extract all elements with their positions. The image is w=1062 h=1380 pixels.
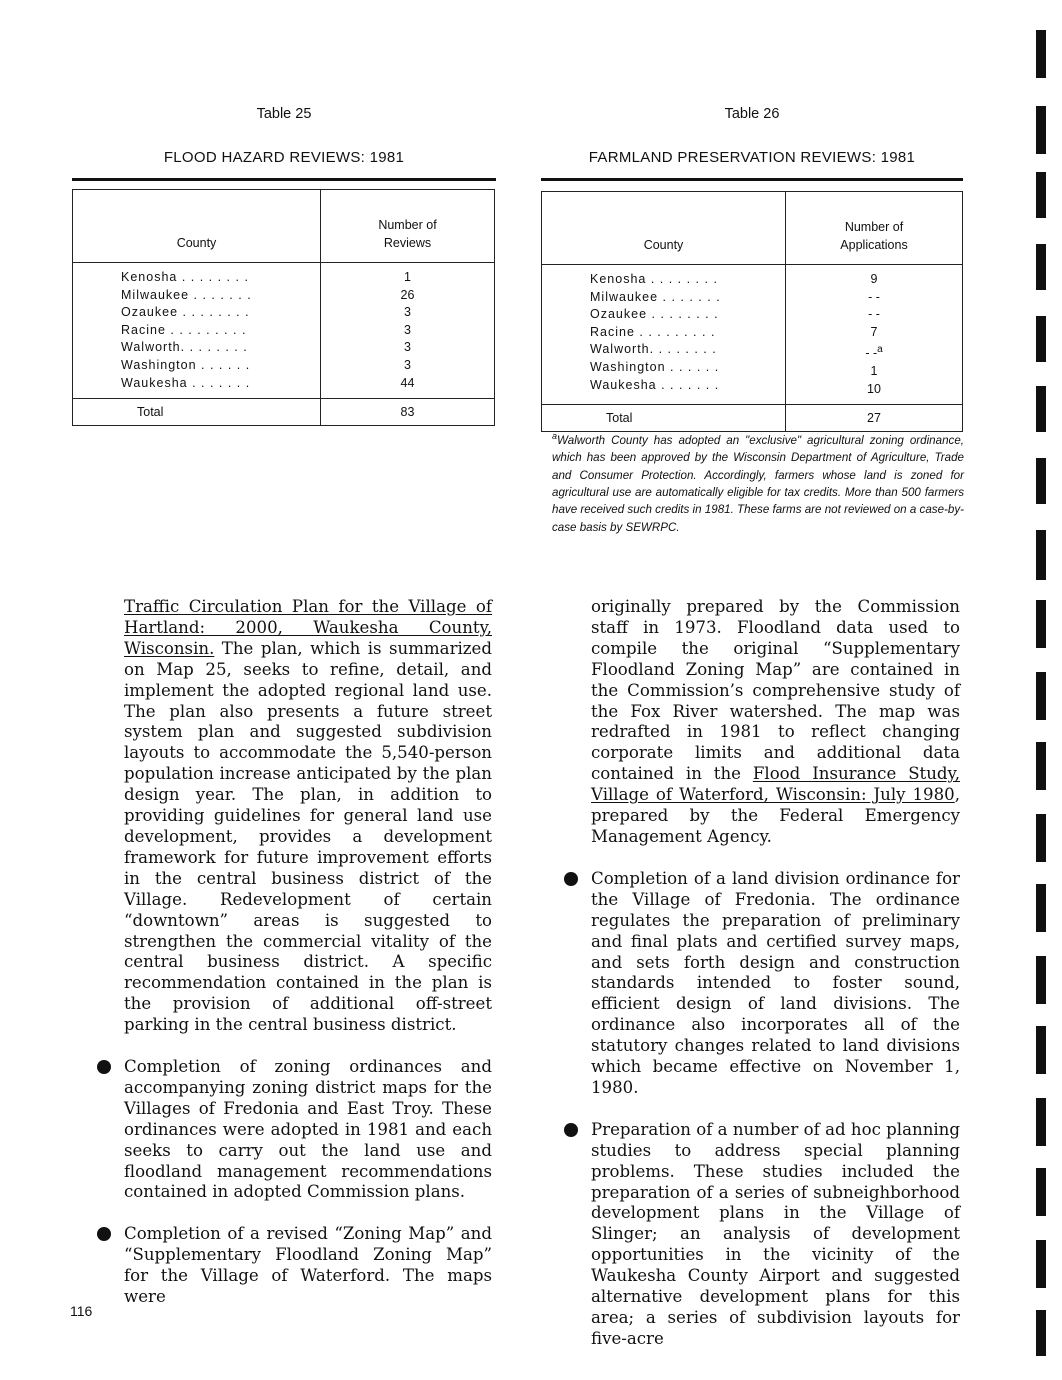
table-row (73, 263, 495, 399)
table25 (72, 189, 495, 426)
bullet-icon (564, 872, 578, 886)
table25-top-rule (72, 178, 496, 181)
flood-insurance-study-title: Flood Insurance Study, Village of Waterford, Wisconsin: July 1980 (591, 764, 960, 805)
table26-total-label: Total (542, 405, 786, 432)
hartland-plan-title: Traffic Circulation Plan for the Village of Hartland: 2000, Waukesha County, Wisconsin. (124, 597, 492, 658)
table25-number: Table 25 (256, 106, 312, 122)
waterford-map-paragraph: originally prepared by the Commission staff in 1973. Floodland data used to compile the original “Supplementary Floodland Zoning Map” are contained in the Commission’s comprehensive study of the Fox River watershed. The map was redrafted in 1981 to reflect changing corporate limits and additional data contained in the Flood Insurance Study, Village of Waterford, Wisconsin: July 1980, prepared by the Federal Emergency Management Agency. (591, 597, 960, 846)
table26-total-value: 27 (786, 405, 963, 432)
list-item: Completion of a land division ordinance for the Village of Fredonia. The ordinance regulates the preparation of preliminary and final plats and certified survey maps, and sets forth design and construction standards intended to foster sound, efficient design of land divisions. The ordinance also incorporates all of the statutory changes related to land divisions which became effective on November 1, 1980. (591, 869, 960, 1099)
bullet-icon (564, 1123, 578, 1137)
page-number: 116 (70, 1303, 93, 1319)
table26-number: Table 26 (724, 106, 780, 122)
table26-top-rule (541, 178, 963, 181)
table-row (542, 265, 963, 405)
list-item: Completion of zoning ordinances and accompanying zoning district maps for the Villages of Fredonia and East Troy. These ordinances were adopted in 1981 and each seeks to carry out the land use and floodland management recommendations contained in adopted Commission plans. (124, 1057, 492, 1203)
table-row (73, 399, 495, 426)
table26-header-county: County (542, 192, 786, 265)
table26 (541, 191, 963, 432)
table26-value-list: 9 - - - - 7 - -$^a$ 1 10 (786, 265, 963, 405)
table26-county-list: Kenosha . . . . . . . . Milwaukee . . . . . . . Ozaukee . . . . . . . . Racine . . . . . . . . . Walworth. . . . . . . . Washington . . . . . . Waukesha . . . . . . . (542, 265, 786, 405)
bullet-icon (97, 1060, 111, 1074)
table25-total-value: 83 (321, 399, 495, 426)
table26-footnote-ref: a (877, 344, 883, 356)
table25-total-label: Total (73, 399, 321, 426)
table25-header-county: County (73, 190, 321, 263)
table25-header-value: Number of Reviews (321, 190, 495, 263)
table26-title: FARMLAND PRESERVATION REVIEWS: 1981 (588, 149, 916, 166)
table25-value-list: 1 26 3 3 3 3 44 (321, 263, 495, 399)
table25-title: FLOOD HAZARD REVIEWS: 1981 (163, 149, 405, 166)
right-column (591, 597, 960, 1350)
list-item: Preparation of a number of ad hoc planning studies to address special planning problems. These studies included the preparation of a series of subneighborhood development plans in the Village of Slinger; an analysis of development opportunities in the vicinity of the Waukesha County Airport and suggested alternative development plans for this area; a series of subdivision layouts for five-acre (591, 1120, 960, 1350)
table26-footnote: $^a$Walworth County has adopted an "exclusive" agricultural zoning ordinance, which has been approved by the Wisconsin Department of Agriculture, Trade and Consumer Protection. Accordingly, farmers whose land is zoned for agricultural use are automatically eligible for tax credits. More than 500 farmers have received such credits in 1981. These farms are not reviewed on a case-by-case basis by SEWRPC. (552, 431, 964, 534)
table25-county-list: Kenosha . . . . . . . . Milwaukee . . . . . . . Ozaukee . . . . . . . . Racine . . . . . . . . . Walworth. . . . . . . . Washington . . . . . . Waukesha . . . . . . . (73, 263, 321, 399)
left-column (124, 597, 492, 1308)
list-item: Completion of a revised “Zoning Map” and “Supplementary Floodland Zoning Map” for the Village of Waterford. The maps were (124, 1224, 492, 1308)
bullet-icon (97, 1227, 111, 1241)
table26-header-value: Number of Applications (786, 192, 963, 265)
hartland-plan-paragraph: Traffic Circulation Plan for the Village of Hartland: 2000, Waukesha County, Wisconsin. The plan, which is summarized on Map 25, seeks to refine, detail, and implement the adopted regional land use. The plan also presents a future street system plan and suggested subdivision layouts to accommodate the 5,540-person population increase anticipated by the plan design year. The plan, in addition to providing guidelines for general land use development, provides a development framework for future improvement efforts in the central business district of the Village. Redevelopment of certain “downtown” areas is suggested to strengthen the commercial vitality of the central business district. A specific recommendation contained in the plan is the provision of additional off-street parking in the central business district. (124, 597, 492, 1035)
